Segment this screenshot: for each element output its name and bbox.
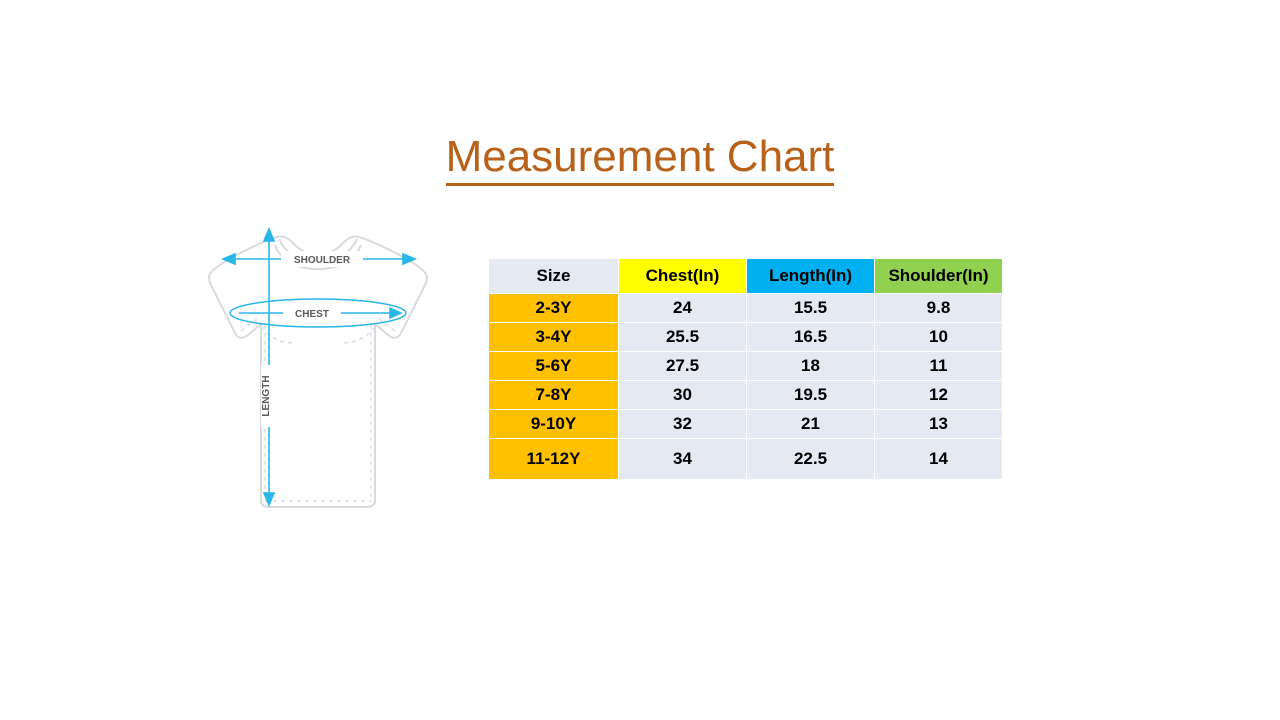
cell-shoulder: 10 [875, 323, 1003, 352]
cell-chest: 27.5 [619, 352, 747, 381]
page-title-text: Measurement Chart [446, 132, 835, 186]
header-length: Length(In) [747, 259, 875, 294]
length-label: LENGTH [261, 375, 272, 417]
table-row [489, 352, 1003, 381]
header-size: Size [489, 259, 619, 294]
table-row [489, 323, 1003, 352]
shoulder-label: SHOULDER [293, 255, 351, 266]
cell-length: 19.5 [747, 381, 875, 410]
table-row [489, 439, 1003, 480]
cell-size: 7-8Y [489, 381, 619, 410]
measurement-table [488, 258, 1003, 480]
cell-size: 2-3Y [489, 294, 619, 323]
table-header-row [489, 259, 1003, 294]
cell-size: 3-4Y [489, 323, 619, 352]
cell-chest: 30 [619, 381, 747, 410]
cell-length: 21 [747, 410, 875, 439]
cell-shoulder: 14 [875, 439, 1003, 480]
chest-label: CHEST [295, 309, 329, 320]
tshirt-outline [209, 236, 427, 507]
cell-shoulder: 9.8 [875, 294, 1003, 323]
table-row [489, 381, 1003, 410]
cell-shoulder: 11 [875, 352, 1003, 381]
table-row [489, 410, 1003, 439]
tshirt-measurement-diagram [195, 215, 460, 520]
cell-chest: 25.5 [619, 323, 747, 352]
header-chest: Chest(In) [619, 259, 747, 294]
table-row [489, 294, 1003, 323]
cell-size: 11-12Y [489, 439, 619, 480]
page-title [0, 132, 1280, 182]
header-shoulder: Shoulder(In) [875, 259, 1003, 294]
cell-length: 15.5 [747, 294, 875, 323]
cell-chest: 24 [619, 294, 747, 323]
cell-chest: 34 [619, 439, 747, 480]
cell-length: 22.5 [747, 439, 875, 480]
cell-size: 5-6Y [489, 352, 619, 381]
cell-chest: 32 [619, 410, 747, 439]
cell-length: 16.5 [747, 323, 875, 352]
size-chart-table [488, 258, 1003, 480]
cell-length: 18 [747, 352, 875, 381]
cell-shoulder: 13 [875, 410, 1003, 439]
cell-size: 9-10Y [489, 410, 619, 439]
cell-shoulder: 12 [875, 381, 1003, 410]
